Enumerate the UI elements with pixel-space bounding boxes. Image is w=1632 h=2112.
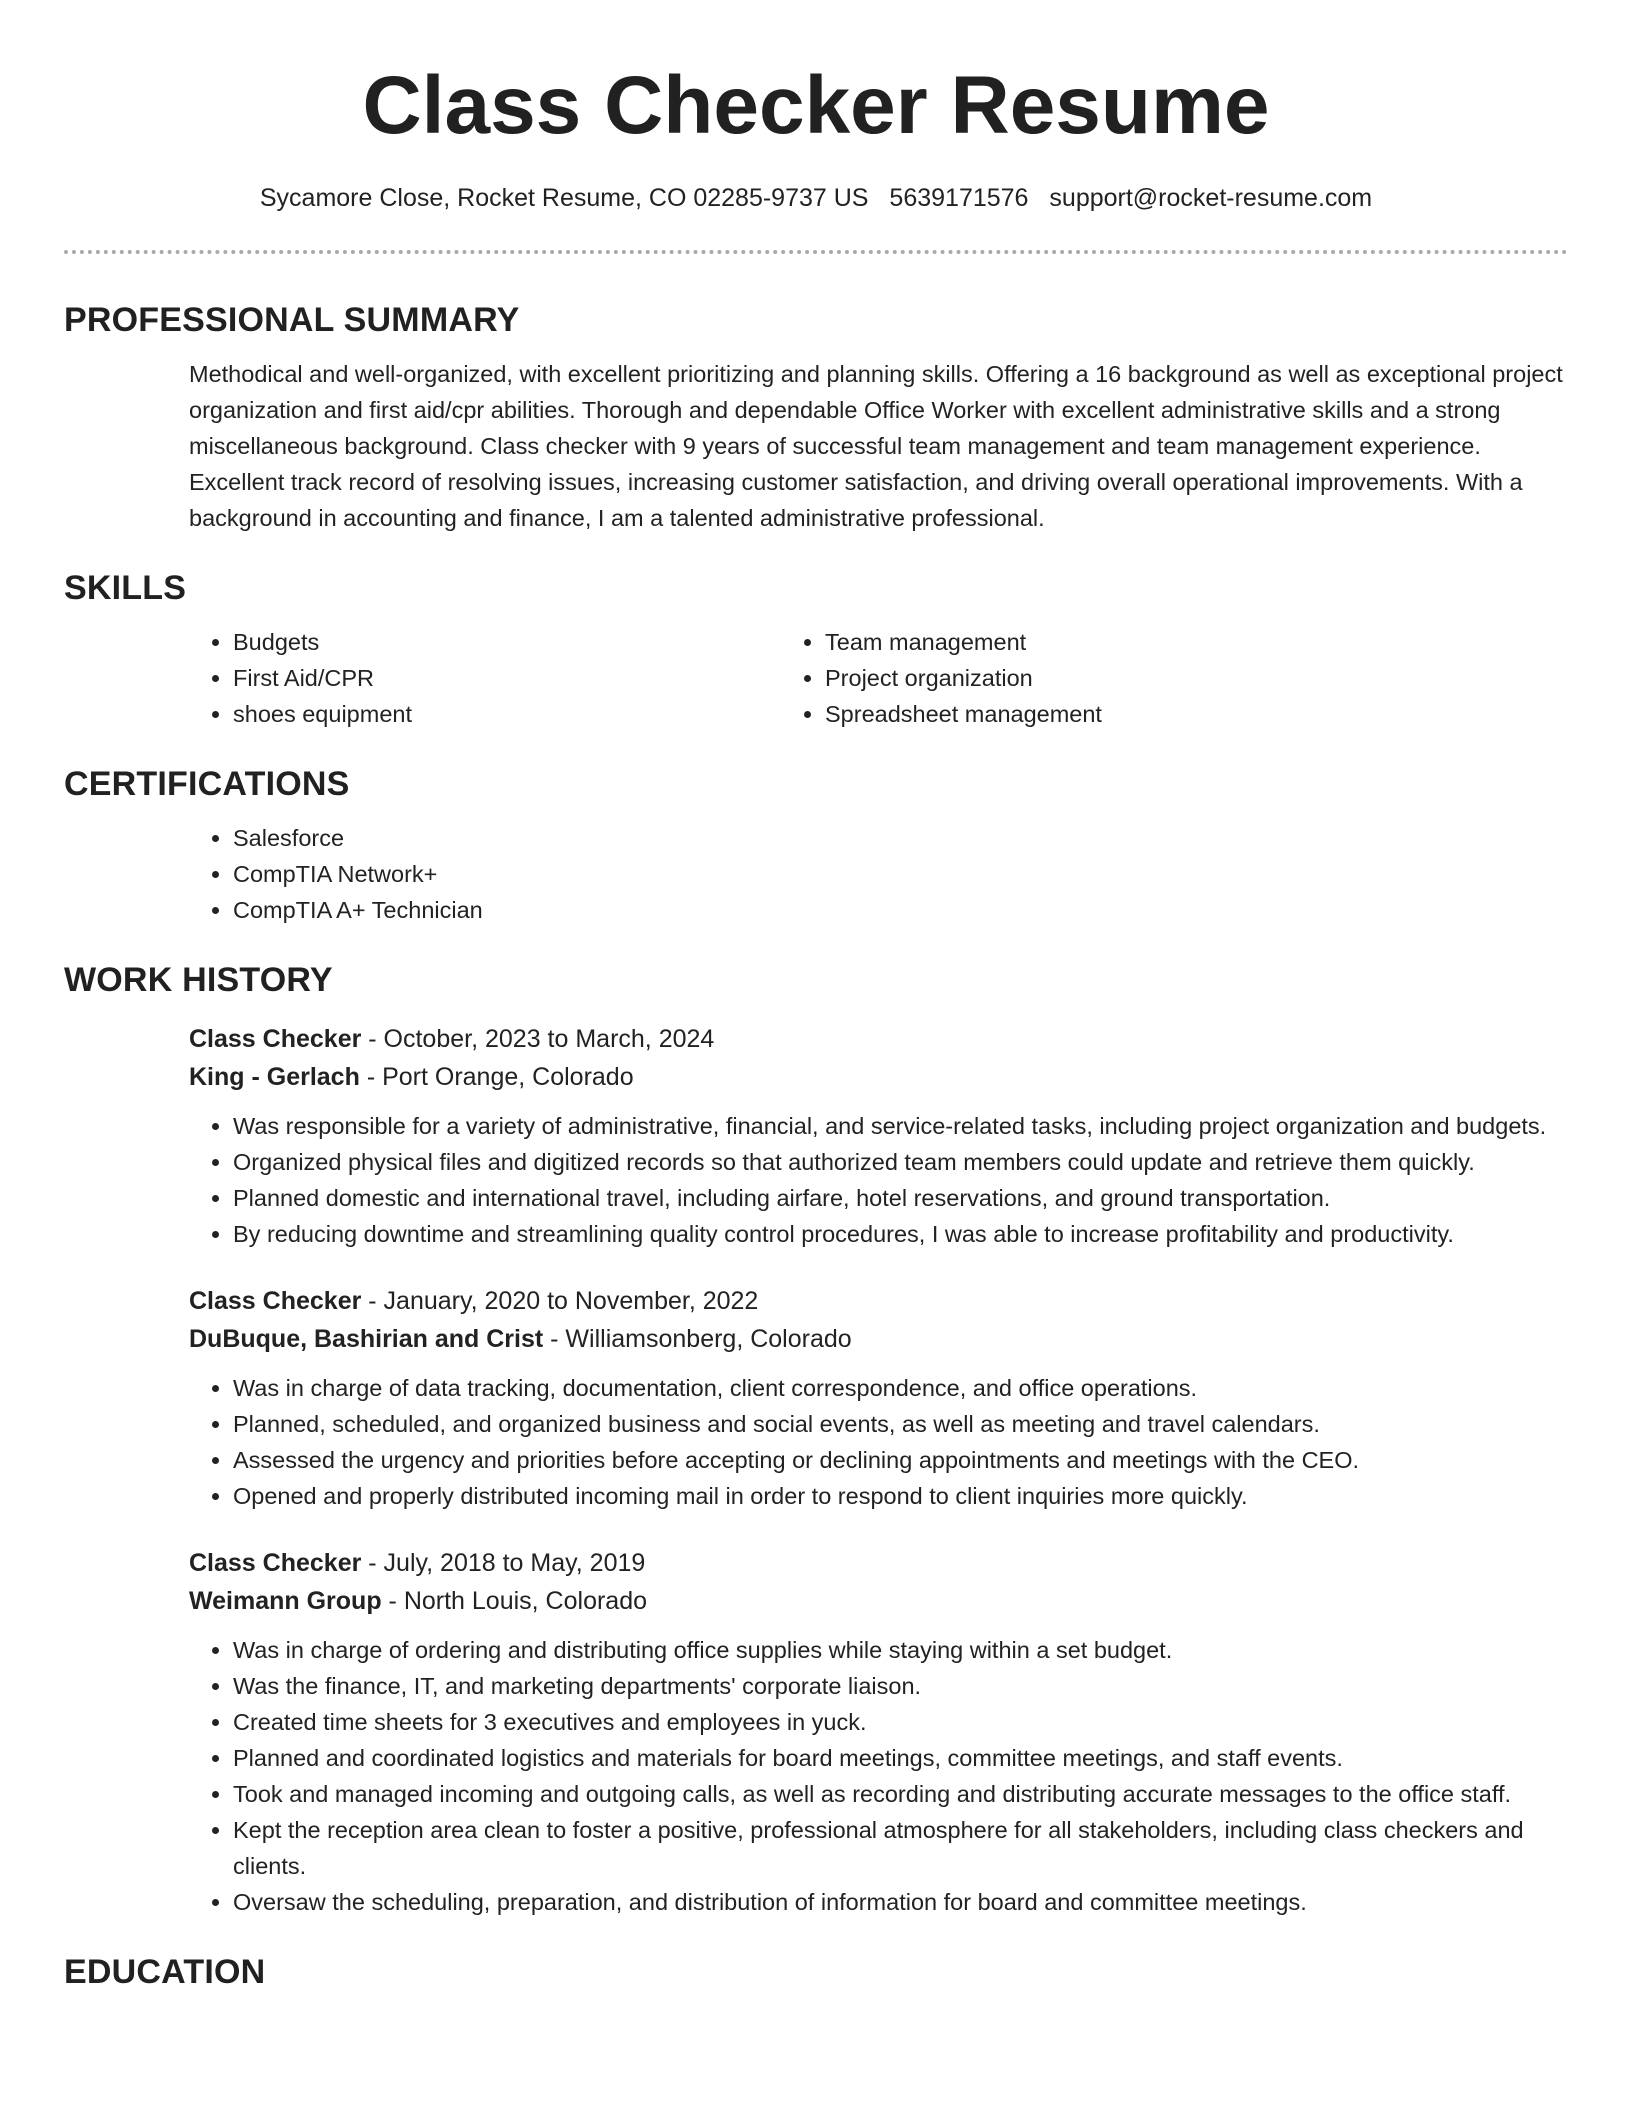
job-duties-list: [0, 1370, 1632, 1514]
job-location: - Williamsonberg, Colorado: [543, 1325, 852, 1353]
certification-item: • CompTIA Network+: [233, 856, 1632, 892]
job-duty: • Took and managed incoming and outgoing calls, as well as recording and distributing accurate messages to the office staff.: [233, 1776, 1568, 1812]
summary-text: Methodical and well-organized, with excellent prioritizing and planning skills. Offering a 16 background as well as exceptional project organization and first aid/cpr abilities. Thorough and dependable Office Worker with excellent administrative skills and a strong miscellaneous background. Class checker with 9 years of successful team management and team management experience. Excellent track record of resolving issues, increasing customer satisfaction, and driving overall operational improvements. With a background in accounting and finance, I am a talented administrative professional.: [189, 361, 1563, 531]
job-duty: • Planned and coordinated logistics and materials for board meetings, committee meetings, and staff events.: [233, 1740, 1568, 1776]
summary-section: [0, 294, 1632, 536]
skills-section: [0, 562, 1632, 732]
job-company-line: [189, 1582, 1632, 1620]
skills-column-right: [679, 624, 1102, 732]
certifications-list: [0, 820, 1632, 928]
job-location: - North Louis, Colorado: [381, 1587, 648, 1615]
job-duties-list: [0, 1632, 1632, 1920]
summary-heading: PROFESSIONAL SUMMARY: [64, 301, 520, 339]
work-history-section: [0, 954, 1632, 1920]
contact-address: Sycamore Close, Rocket Resume, CO 02285-9737 US: [259, 184, 869, 212]
job-duty: • Organized physical files and digitized records so that authorized team members could update and retrieve them quickly.: [233, 1144, 1568, 1180]
header-divider: [64, 250, 1568, 254]
job-entry: [0, 1282, 1632, 1514]
job-company: King - Gerlach: [189, 1063, 360, 1091]
skills-grid: [0, 624, 1632, 732]
job-title-line: [189, 1544, 1632, 1582]
certifications-section: [0, 758, 1632, 928]
job-duty: • Assessed the urgency and priorities before accepting or declining appointments and meetings with the CEO.: [233, 1442, 1568, 1478]
job-dates: - January, 2020 to November, 2022: [361, 1287, 759, 1315]
job-company: Weimann Group: [189, 1587, 382, 1615]
skill-item: • Budgets: [233, 624, 679, 660]
skill-item: • shoes equipment: [233, 696, 679, 732]
job-duty: • Was the finance, IT, and marketing departments' corporate liaison.: [233, 1668, 1568, 1704]
job-duty: • Planned domestic and international travel, including airfare, hotel reservations, and ground transportation.: [233, 1180, 1568, 1216]
education-heading: EDUCATION: [64, 1953, 266, 1991]
job-location: - Port Orange, Colorado: [359, 1063, 634, 1091]
job-dates: - July, 2018 to May, 2019: [361, 1549, 646, 1577]
skill-item: • Team management: [825, 624, 1102, 660]
job-company-line: [189, 1320, 1632, 1358]
skills-heading: SKILLS: [64, 569, 187, 607]
skill-item: • First Aid/CPR: [233, 660, 679, 696]
job-duty: • Kept the reception area clean to foster a positive, professional atmosphere for all stakeholders, including class checkers and clients.: [233, 1812, 1568, 1884]
certification-item: • Salesforce: [233, 820, 1632, 856]
certifications-heading: CERTIFICATIONS: [64, 765, 350, 803]
job-duty: • Was in charge of ordering and distributing office supplies while staying within a set budget.: [233, 1632, 1568, 1668]
skill-item: • Spreadsheet management: [825, 696, 1102, 732]
contact-phone: 5639171576: [889, 184, 1029, 212]
job-duty: • Planned, scheduled, and organized business and social events, as well as meeting and travel calendars.: [233, 1406, 1568, 1442]
job-duty: • Oversaw the scheduling, preparation, and distribution of information for board and committee meetings.: [233, 1884, 1568, 1920]
contact-line: [0, 180, 1632, 216]
job-duty: • Opened and properly distributed incoming mail in order to respond to client inquiries more quickly.: [233, 1478, 1568, 1514]
job-title-line: [189, 1020, 1632, 1058]
job-dates: - October, 2023 to March, 2024: [361, 1025, 715, 1053]
work-history-heading: WORK HISTORY: [64, 961, 333, 999]
job-duty: • Was responsible for a variety of administrative, financial, and service-related tasks, including project organization and budgets.: [233, 1108, 1568, 1144]
education-section: [0, 1946, 1632, 1998]
job-company-line: [189, 1058, 1632, 1096]
skills-column-left: [0, 624, 679, 732]
skills-list-right: [679, 624, 1102, 732]
job-entry: [0, 1544, 1632, 1920]
job-title: Class Checker: [189, 1549, 362, 1577]
job-duty: • Was in charge of data tracking, documentation, client correspondence, and office operations.: [233, 1370, 1568, 1406]
job-title: Class Checker: [189, 1025, 362, 1053]
contact-email: support@rocket-resume.com: [1049, 184, 1373, 212]
skill-item: • Project organization: [825, 660, 1102, 696]
resume-content: [0, 294, 1632, 2024]
job-duty: • Created time sheets for 3 executives and employees in yuck.: [233, 1704, 1568, 1740]
job-title-line: [189, 1282, 1632, 1320]
job-duties-list: [0, 1108, 1632, 1252]
certification-item: • CompTIA A+ Technician: [233, 892, 1632, 928]
skills-list-left: [0, 624, 679, 732]
job-title: Class Checker: [189, 1287, 362, 1315]
job-company: DuBuque, Bashirian and Crist: [189, 1325, 544, 1353]
resume-title: Class Checker Resume: [362, 60, 1270, 151]
job-duty: • By reducing downtime and streamlining quality control procedures, I was able to increase profitability and productivity.: [233, 1216, 1568, 1252]
job-entry: [0, 1020, 1632, 1252]
